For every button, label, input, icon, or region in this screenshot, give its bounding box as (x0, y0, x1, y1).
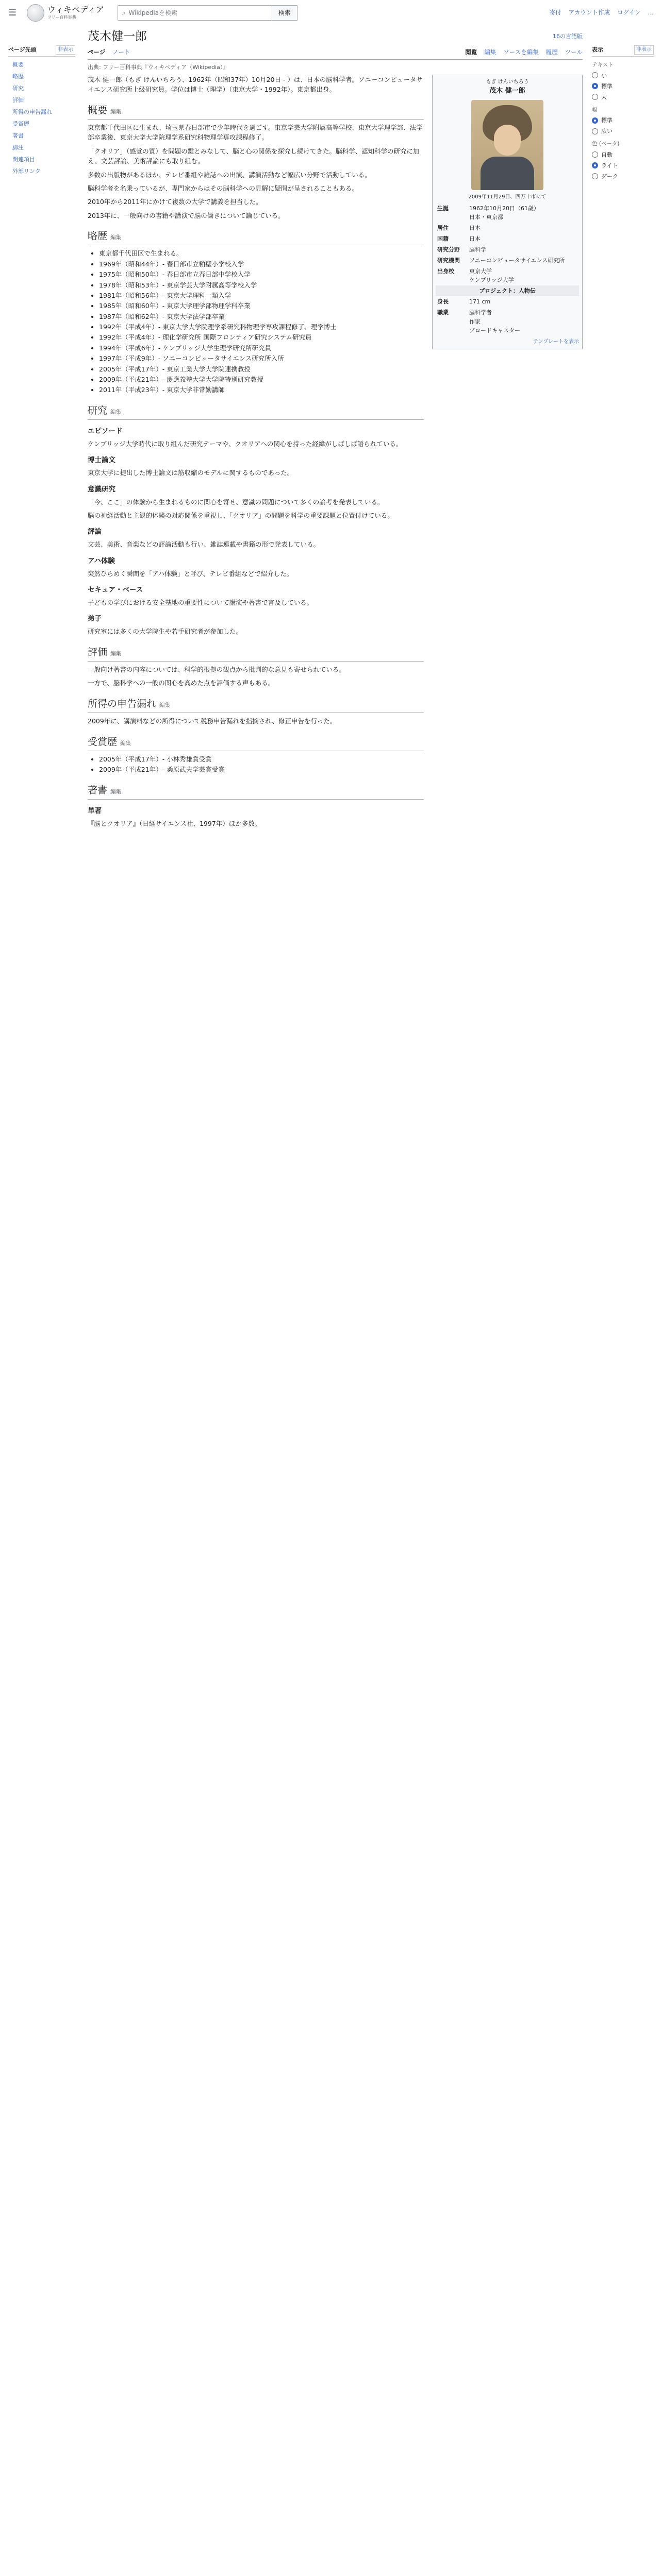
color-option[interactable] (592, 150, 654, 159)
section-heading (88, 103, 424, 120)
color-label: 色 (ベータ) (592, 141, 620, 147)
hamburger-icon[interactable]: ☰ (8, 7, 17, 19)
infobox-name: 茂木 健一郎 (489, 87, 525, 95)
edit-link[interactable]: 編集 (110, 108, 122, 115)
infobox-value: 日本 (469, 225, 481, 232)
infobox-value: 東京大学 ケンブリッジ大学 (469, 268, 514, 284)
personal-tools (550, 8, 654, 18)
text-size-option-label: 小 (601, 72, 607, 79)
appearance-panel (592, 45, 654, 183)
table-of-contents (8, 45, 75, 177)
paragraph: 『脳とクオリア』（日経サイエンス社、1997年）ほか多数。 (88, 820, 261, 828)
toc-item[interactable]: 概要 (12, 61, 24, 68)
edit-link[interactable]: 編集 (120, 740, 131, 747)
appearance-title: 表示 (592, 46, 603, 53)
edit-link[interactable]: 編集 (159, 702, 171, 708)
list-item: • 2005年（平成17年）- 東京工業大学大学院連携教授 (99, 364, 424, 374)
site-subtitle: 出典: フリー百科事典『ウィキペディア（Wikipedia）』 (88, 63, 229, 71)
infobox-row (436, 255, 579, 266)
login-link[interactable]: ログイン (617, 9, 641, 16)
photo-caption: 2009年11月29日、四万十市にて (468, 194, 547, 200)
article-body (88, 75, 424, 833)
infobox-value: 1962年10月20日（61歳） 日本・東京都 (469, 205, 539, 221)
donate-link[interactable]: 寄付 (549, 9, 561, 16)
list-item: • 2009年（平成21年）- 桑原武夫学芸賞受賞 (99, 765, 424, 774)
section-heading (88, 783, 424, 800)
list-item: • 1992年（平成4年）- 東京大学大学院理学系研究科物理学専攻課程修了、理学博士 (99, 322, 424, 332)
paragraph: 2013年に、一般向けの書籍や講演で脳の働きについて論じている。 (88, 211, 285, 219)
text-size-label: テキスト (592, 61, 614, 68)
list-item: • 2011年（平成23年）- 東京大学非常勤講師 (99, 385, 424, 395)
width-option-label: 広い (601, 128, 613, 135)
paragraph: ケンブリッジ大学時代に取り組んだ研究テーマや、クオリアへの関心を持った経緯がしばしば語られている。 (88, 440, 403, 448)
site-header (0, 0, 662, 26)
section-title: 著書 (88, 784, 108, 796)
site-logo[interactable] (27, 4, 104, 22)
infobox-label: 研究機関 (437, 257, 460, 264)
infobox-row (436, 296, 579, 307)
tab-history[interactable]: 履歴 (545, 48, 558, 56)
section-title: 略歴 (88, 230, 108, 242)
toc-item[interactable]: 略歴 (12, 73, 24, 80)
subsection-heading: 評論 (88, 528, 102, 536)
page-tabs (88, 48, 583, 60)
subsection-heading: エピソード (88, 427, 123, 436)
subsection-heading: 弟子 (88, 615, 102, 623)
wordmark: ウィキペディア (47, 4, 104, 14)
toc-item[interactable]: 所得の申告漏れ (12, 108, 52, 115)
list-item: • 1985年（昭和60年）- 東京大学理学部物理学科卒業 (99, 301, 424, 311)
infobox-label: 身長 (437, 298, 449, 306)
text-size-option-label: 大 (601, 93, 607, 100)
radio-icon[interactable] (592, 72, 598, 78)
paragraph: 研究室には多くの大学院生や若手研究者が参加した。 (88, 628, 243, 636)
toc-item[interactable]: 受賞歴 (12, 120, 29, 127)
text-size-option[interactable] (592, 93, 654, 101)
tab-tools[interactable]: ツール (565, 48, 583, 56)
radio-icon[interactable] (592, 128, 598, 134)
subsection-heading: 博士論文 (88, 456, 115, 465)
infobox-kana: もぎ けんいちろう (486, 79, 529, 85)
subsection-heading: アハ体験 (88, 556, 115, 565)
text-size-option[interactable] (592, 82, 654, 91)
bullet-list (99, 248, 424, 395)
infobox-row (436, 233, 579, 244)
tagline: フリー百科事典 (47, 14, 76, 20)
tab-edit-source[interactable]: ソースを編集 (503, 48, 539, 56)
infobox-value: 日本 (469, 235, 481, 243)
paragraph: 2010年から2011年にかけて複数の大学で講義を担当した。 (88, 198, 262, 206)
toc-hide-button[interactable]: 非表示 (56, 45, 75, 55)
radio-icon[interactable] (592, 117, 598, 124)
section-heading (88, 645, 424, 662)
portrait-image[interactable] (471, 100, 543, 190)
section-heading (88, 735, 424, 751)
tab-read[interactable]: 閲覧 (465, 48, 477, 56)
infobox-table-2 (436, 296, 579, 335)
list-item: • 東京都千代田区で生まれる。 (99, 248, 424, 258)
list-item: • 1969年（昭和44年）- 春日部市立粕壁小学校入学 (99, 259, 424, 269)
list-item: • 1981年（昭和56年）- 東京大学理科一類入学 (99, 291, 424, 300)
paragraph: 「クオリア」（感覚の質）を問題の鍵とみなして、脳と心の関係を探究し続けてきた。脳科学、認知科学の研究に加え、文芸評論、美術評論にも取り組む。 (88, 147, 420, 165)
section-title: 研究 (88, 404, 108, 416)
infobox-value: 171 cm (469, 298, 491, 306)
search-form (118, 5, 297, 21)
radio-icon[interactable] (592, 151, 598, 158)
text-size-option-label: 標準 (601, 82, 613, 90)
width-option-label: 標準 (601, 117, 613, 124)
width-label: 幅 (592, 106, 598, 113)
toc-item[interactable]: 評価 (12, 96, 24, 104)
text-size-option[interactable] (592, 71, 654, 80)
section-title: 受賞歴 (88, 736, 118, 748)
paragraph: 脳科学者を名乗っているが、専門家からはその脳科学への見解に疑問が呈されることもある。 (88, 184, 359, 192)
tab-page[interactable]: ページ (88, 48, 106, 56)
infobox-row (436, 266, 579, 285)
language-button[interactable]: 16の言語版 (553, 33, 583, 40)
infobox-label: 出身校 (437, 268, 454, 275)
paragraph: 突然ひらめく瞬間を「アハ体験」と呼び、テレビ番組などで紹介した。 (88, 569, 293, 578)
edit-link[interactable]: 編集 (110, 409, 122, 415)
bullet-list (99, 754, 424, 775)
width-option[interactable] (592, 116, 654, 125)
infobox-label: 国籍 (437, 235, 449, 243)
paragraph: 2009年に、講演料などの所得について税務申告漏れを指摘され、修正申告を行った。 (88, 717, 337, 725)
toc-title: ページ先頭 (8, 46, 37, 53)
toc-item[interactable]: 研究 (12, 84, 24, 92)
infobox-row (436, 244, 579, 255)
radio-icon[interactable] (592, 83, 598, 89)
paragraph: 一方で、脳科学への一般の関心を高めた点を評価する声もある。 (88, 679, 275, 687)
radio-icon[interactable] (592, 162, 598, 168)
paragraph: 東京大学に提出した博士論文は筋収縮のモデルに関するものであった。 (88, 469, 294, 477)
template-link[interactable]: テンプレートを表示 (533, 338, 579, 345)
infobox-value: 脳科学 (469, 246, 486, 253)
list-item: • 1997年（平成9年）- ソニーコンピュータサイエンス研究所入所 (99, 353, 424, 363)
search-icon: ⌕ (122, 9, 126, 16)
search-button[interactable]: 検索 (272, 5, 297, 21)
radio-icon[interactable] (592, 173, 598, 179)
section-title: 評価 (88, 646, 108, 658)
color-option-label: ライト (601, 162, 618, 169)
width-option[interactable] (592, 127, 654, 135)
section-heading (88, 403, 424, 420)
infobox-value: 脳科学者 作家 ブロードキャスター (469, 309, 520, 334)
section-heading (88, 697, 424, 713)
tab-talk[interactable]: ノート (112, 48, 130, 56)
tab-edit[interactable]: 編集 (484, 48, 496, 56)
list-item: • 1978年（昭和53年）- 東京学芸大学附属高等学校入学 (99, 280, 424, 290)
toc-item[interactable]: 著書 (12, 132, 24, 139)
list-item: • 1994年（平成6年）- ケンブリッジ大学生理学研究所研究員 (99, 343, 424, 353)
list-item: • 1987年（昭和62年）- 東京大学法学部卒業 (99, 312, 424, 321)
subsection-heading: 意識研究 (88, 485, 115, 494)
infobox-subheader: プロジェクト：人物伝 (436, 285, 579, 296)
color-option-label: 自動 (601, 151, 613, 158)
section-title: 所得の申告漏れ (88, 698, 157, 709)
list-item: • 1975年（昭和50年）- 春日部市立春日部中学校入学 (99, 269, 424, 279)
section-heading (88, 229, 424, 245)
toc-item[interactable]: 脚注 (12, 144, 24, 151)
infobox-label: 職業 (437, 309, 449, 316)
paragraph: 「今、ここ」の体験から生まれるものに関心を寄せ、意識の問題について多くの論考を発表している。 (88, 498, 384, 506)
main-content (88, 28, 583, 833)
infobox (432, 75, 583, 349)
list-item: • 2009年（平成21年）- 慶應義塾大学大学院特別研究教授 (99, 375, 424, 384)
infobox-table (436, 203, 579, 285)
infobox-row (436, 203, 579, 223)
toc-item[interactable]: 関連項目 (12, 156, 35, 163)
color-option[interactable] (592, 172, 654, 181)
paragraph: 一般向け著書の内容については、科学的根拠の観点から批判的な意見も寄せられている。 (88, 666, 345, 674)
paragraph: 東京都千代田区に生まれ、埼玉県春日部市で少年時代を過ごす。東京学芸大学附属高等学校、東京大学理学部、法学部卒業後、東京大学大学院理学系研究科物理学専攻課程修了。 (88, 124, 423, 142)
edit-link[interactable]: 編集 (110, 788, 122, 795)
lead-paragraph: 茂木 健一郎（もぎ けんいちろう、1962年（昭和37年）10月20日 - ）は、日本の脳科学者。ソニーコンピュータサイエンス研究所上級研究員。学位は博士（理学）（東京大学・1992年）。東京都出身。 (88, 75, 423, 94)
infobox-row (436, 307, 579, 335)
create-account-link[interactable]: アカウント作成 (568, 9, 610, 16)
section-title: 概要 (88, 104, 108, 116)
page-title: 茂木健一郎 (88, 30, 147, 43)
color-option[interactable] (592, 161, 654, 170)
paragraph: 多数の出版物があるほか、テレビ番組や雑誌への出演、講演活動など幅広い分野で活動している。 (88, 171, 371, 179)
edit-link[interactable]: 編集 (110, 234, 122, 241)
globe-icon (27, 4, 44, 22)
paragraph: 脳の神経活動と主観的体験の対応関係を重視し、「クオリア」の問題を科学の重要課題と位置付けている。 (88, 512, 394, 520)
list-item: • 1992年（平成4年）- 理化学研究所 国際フロンティア研究システム研究員 (99, 332, 424, 342)
infobox-value: ソニーコンピュータサイエンス研究所 (469, 257, 565, 264)
radio-icon[interactable] (592, 94, 598, 100)
search-input[interactable]: ⌕ Wikipediaを検索 (118, 5, 272, 21)
infobox-label: 生誕 (437, 205, 449, 212)
ellipsis-icon[interactable]: … (648, 9, 654, 16)
paragraph: 子どもの学びにおける安全基地の重要性について講演や著書で言及している。 (88, 598, 313, 606)
subsection-heading: セキュア・ベース (88, 586, 143, 595)
infobox-label: 居住 (437, 225, 449, 232)
paragraph: 文芸、美術、音楽などの評論活動も行い、雑誌連載や書籍の形で発表している。 (88, 540, 320, 549)
list-item: • 2005年（平成17年）- 小林秀雄賞受賞 (99, 754, 424, 764)
subsection-heading: 単著 (88, 807, 102, 816)
infobox-label: 研究分野 (437, 246, 460, 253)
color-option-label: ダーク (601, 173, 618, 180)
edit-link[interactable]: 編集 (110, 650, 122, 657)
infobox-row (436, 223, 579, 233)
appearance-hide-button[interactable]: 非表示 (634, 45, 654, 55)
toc-item[interactable]: 外部リンク (12, 167, 41, 175)
